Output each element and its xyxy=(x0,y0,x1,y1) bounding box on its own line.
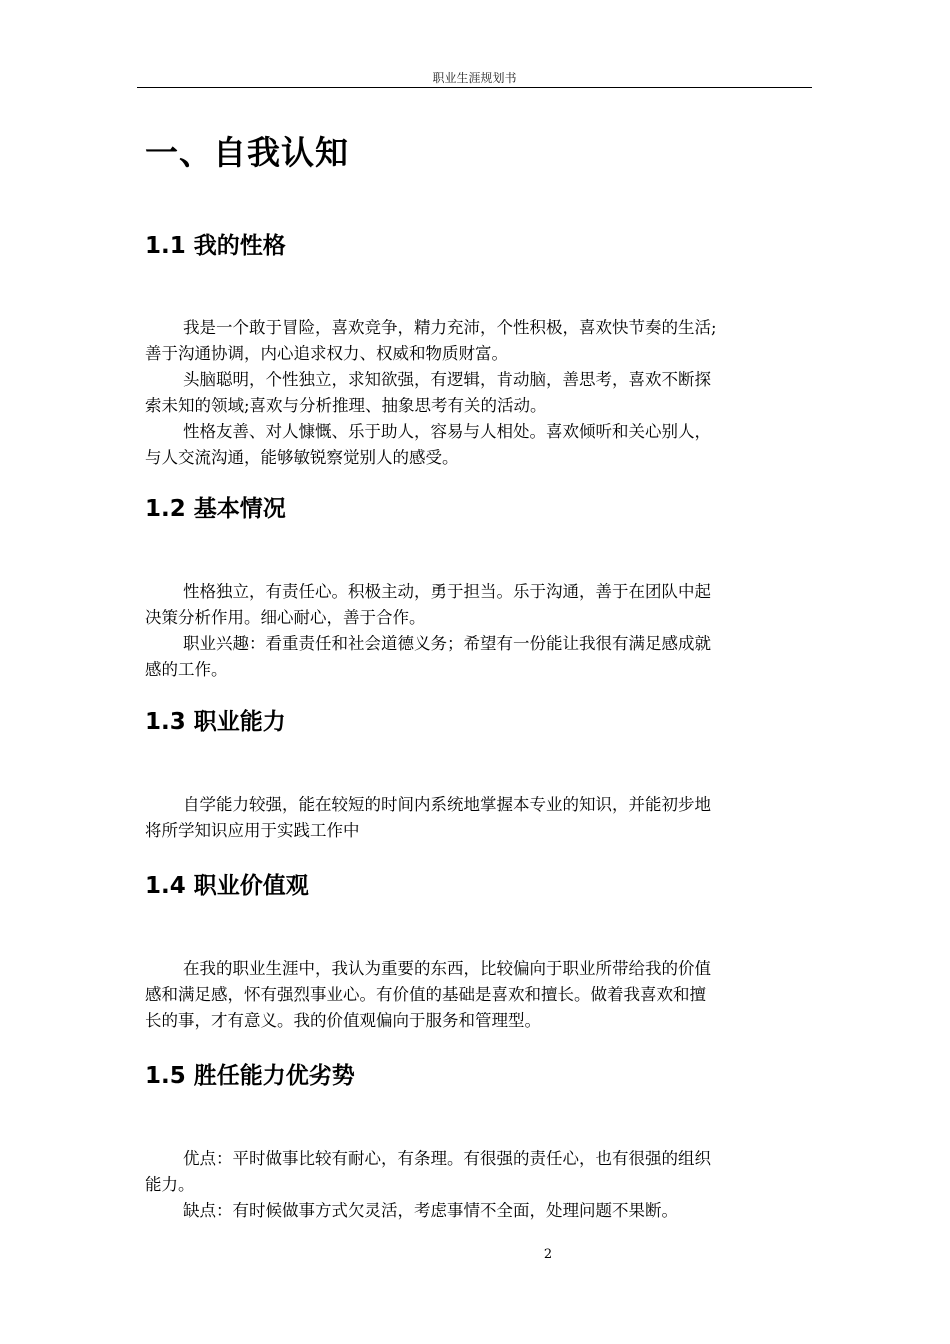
paragraph-line: 长的事，才有意义。我的价值观偏向于服务和管理型。 xyxy=(145,1011,541,1030)
page-header: 职业生涯规划书 xyxy=(432,71,517,85)
paragraph-line: 能力。 xyxy=(145,1175,195,1194)
paragraph-line: 在我的职业生涯中，我认为重要的东西，比较偏向于职业所带给我的价值 xyxy=(183,959,711,978)
paragraph-line: 我是一个敢于冒险，喜欢竞争，精力充沛，个性积极，喜欢快节奏的生活; xyxy=(183,318,717,337)
section-heading-strengths-weaknesses: 1.5 胜任能力优劣势 xyxy=(145,1063,355,1089)
section-body-strengths-weaknesses xyxy=(145,1146,807,1224)
paragraph-line: 优点：平时做事比较有耐心，有条理。有很强的责任心，也有很强的组织 xyxy=(183,1149,711,1168)
paragraph-line: 感和满足感，怀有强烈事业心。有价值的基础是喜欢和擅长。做着我喜欢和擅 xyxy=(145,985,706,1004)
paragraph-line: 与人交流沟通，能够敏锐察觉别人的感受。 xyxy=(145,448,459,467)
paragraph-line: 性格友善、对人慷慨、乐于助人，容易与人相处。喜欢倾听和关心别人， xyxy=(183,422,711,441)
paragraph-line: 头脑聪明，个性独立，求知欲强，有逻辑，肯动脑，善思考，喜欢不断探 xyxy=(183,370,711,389)
paragraph-line: 将所学知识应用于实践工作中 xyxy=(145,821,360,840)
section-heading-career-values: 1.4 职业价值观 xyxy=(145,873,309,899)
section-body-career-ability xyxy=(145,792,807,844)
paragraph-line: 自学能力较强，能在较短的时间内系统地掌握本专业的知识，并能初步地 xyxy=(183,795,711,814)
paragraph-line: 索未知的领域;喜欢与分析推理、抽象思考有关的活动。 xyxy=(145,396,547,415)
section-body-career-values xyxy=(145,956,807,1034)
paragraph-line: 职业兴趣：看重责任和社会道德义务；希望有一份能让我很有满足感成就 xyxy=(183,634,711,653)
section-body-basic-info xyxy=(145,579,807,683)
section-heading-career-ability: 1.3 职业能力 xyxy=(145,709,286,735)
paragraph-line: 决策分析作用。细心耐心，善于合作。 xyxy=(145,608,426,627)
paragraph-line: 感的工作。 xyxy=(145,660,228,679)
section-heading-basic-info: 1.2 基本情况 xyxy=(145,496,286,522)
section-body-personality xyxy=(145,315,807,471)
section-heading-personality: 1.1 我的性格 xyxy=(145,233,286,259)
header-divider xyxy=(137,87,812,88)
chapter-title: 一、自我认知 xyxy=(145,133,349,172)
paragraph-line: 善于沟通协调，内心追求权力、权威和物质财富。 xyxy=(145,344,508,363)
paragraph-line: 性格独立，有责任心。积极主动，勇于担当。乐于沟通，善于在团队中起 xyxy=(183,582,711,601)
paragraph-line: 缺点：有时候做事方式欠灵活，考虑事情不全面，处理问题不果断。 xyxy=(183,1201,678,1220)
page-number: 2 xyxy=(543,1247,553,1262)
